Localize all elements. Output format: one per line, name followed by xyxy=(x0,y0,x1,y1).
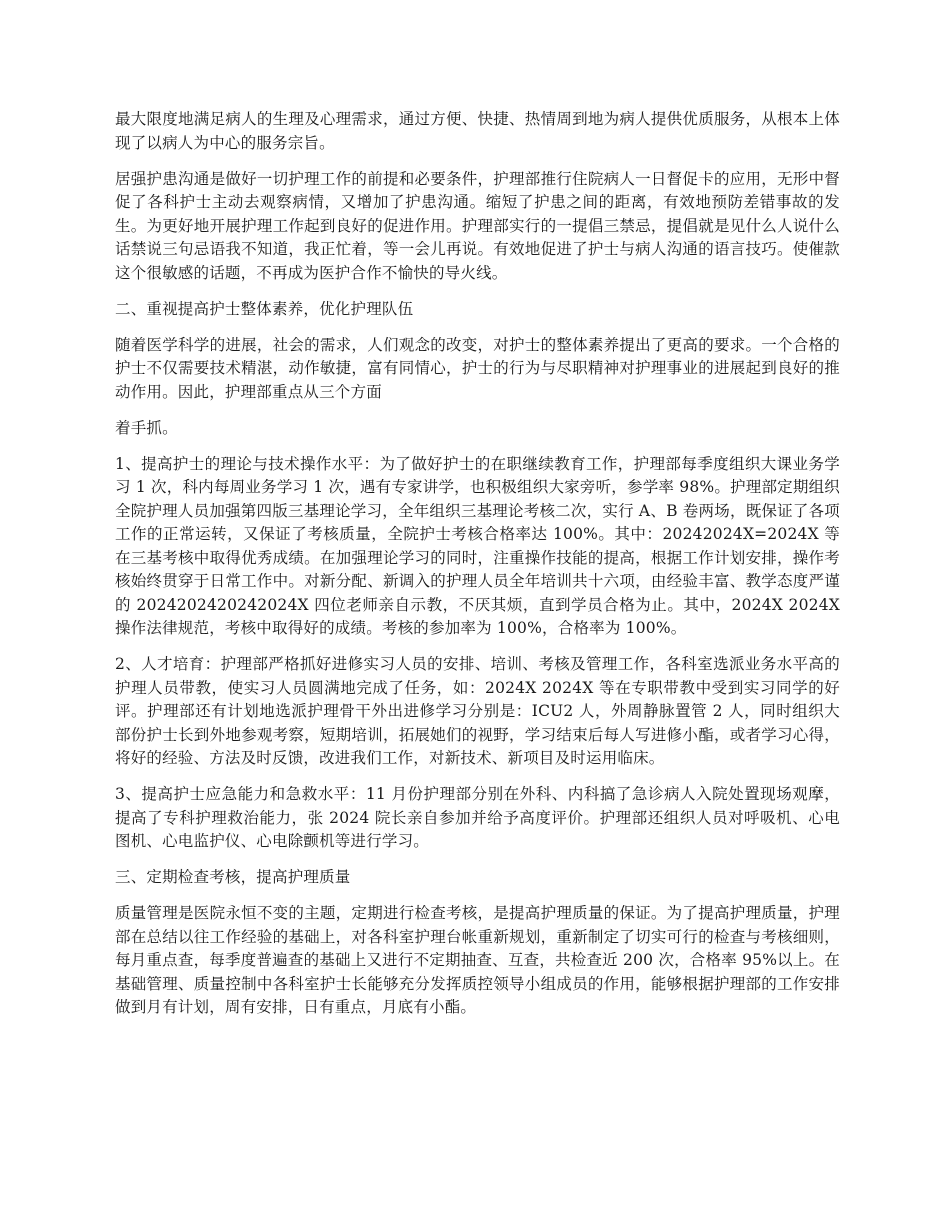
paragraph-4: 着手抓。 xyxy=(115,418,178,437)
paragraph-8: 质量管理是医院永恒不变的主题，定期进行检查考核，是提高护理质量的保证。为了提高护理质量，护理部在总结以往工作经验的基础上，对各科室护理台帐重新规划，重新制定了切实可行的检查与考核细则，每月重点查，每季度普遍查的基础上又进行不定期抽查、互查，共检查近 200 次，合格率 95%以上。在基础管理、质量控制中各科室护士长能够充分发挥质控领导小组成员的作用，能够根据护理部的工作安排做到月有计划，周有安排，日有重点，月底有小酯。 xyxy=(115,904,840,1016)
paragraph-6: 2、人才培育：护理部严格抓好进修实习人员的安排、培训、考核及管理工作，各科室选派业务水平高的护理人员带教，使实习人员圆满地完成了任务，如：2024X 2024X 等在专职带教中受到实习同学的好评。护理部还有计划地选派护理骨干外出进修学习分别是：ICU2 人，外周静脉置管 2 人，同时组织大部份护士长到外地参观考察，短期培训，拓展她们的视野，学习结束后每人写进修小酯，或者学习心得，将好的经验、方法及时反馈，改进我们工作，对新技术、新项目及时运用临床。 xyxy=(115,655,840,767)
paragraph-5: 1、提高护士的理论与技术操作水平：为了做好护士的在职继续教育工作，护理部每季度组织大课业务学习 1 次，科内每周业务学习 1 次，遇有专家讲学，也积极组织大家旁听，参学率 98%。护理部定期组织全院护理人员加强第四版三基理论学习，全年组织三基理论考核二次，实行 A、B 卷两场，既保证了各项工作的正常运转，又保证了考核质量，全院护士考核合格率达 100%。其中：20242024X=2024X 等在三基考核中取得优秀成绩。在加强理论学习的同时，注重操作技能的提高，根据工作计划安排，操作考核始终贯穿于日常工作中。对新分配、新调入的护理人员全年培训共十六项，由经验丰富、教学态度严谨的 20242024202420​24X 四位老师亲自示教，不厌其烦，直到学员合格为止。其中，2024X 2024X 操作法律规范，考核中取得好的成绩。考核的参加率为 100%，合格率为 100%。 xyxy=(115,454,840,637)
section-heading-2: 二、重视提高护士整体素养，优化护理队伍 xyxy=(115,299,414,318)
paragraph-2: 居强护患沟通是做好一切护理工作的前提和必要条件，护理部推行住院病人一日督促卡的应用，无形中督促了各科护士主动去观察病情，又增加了护患沟通。缩短了护患之间的距离，有效地预防差错事故的发生。为更好地开展护理工作起到良好的促进作用。护理部实行的一提倡三禁忌，提倡就是见什么人说什么话禁说三句忌语我不知道，我正忙着，等一会儿再说。有效地促进了护士与病人沟通的语言技巧。使催款这个很敏感的话题，不再成为医护合作不愉快的导火线。 xyxy=(115,169,840,282)
paragraph-3: 随着医学科学的进展，社会的需求，人们观念的改变，对护士的整体素养提出了更高的要求。一个合格的护士不仅需要技术精湛，动作敏捷，富有同情心，护士的行为与尽职精神对护理事业的进展起到良好的推动作用。因此，护理部重点从三个方面 xyxy=(115,335,840,401)
paragraph-1: 最大限度地满足病人的生理及心理需求，通过方便、快捷、热情周到地为病人提供优质服务，从根本上体现了以病人为中心的服务宗旨。 xyxy=(115,110,840,152)
document-page xyxy=(115,108,840,1032)
section-heading-3: 三、定期检查考核，提高护理质量 xyxy=(115,868,351,886)
paragraph-7: 3、提高护士应急能力和急救水平：11 月份护理部分别在外科、内科搞了急诊病人入院处置现场观摩，提高了专科护理救治能力，张 2024 院长亲自参加并给予高度评价。护理部还组织人员对呼吸机、心电图机、心电监护仪、心电除颤机等进行学习。 xyxy=(115,785,840,850)
